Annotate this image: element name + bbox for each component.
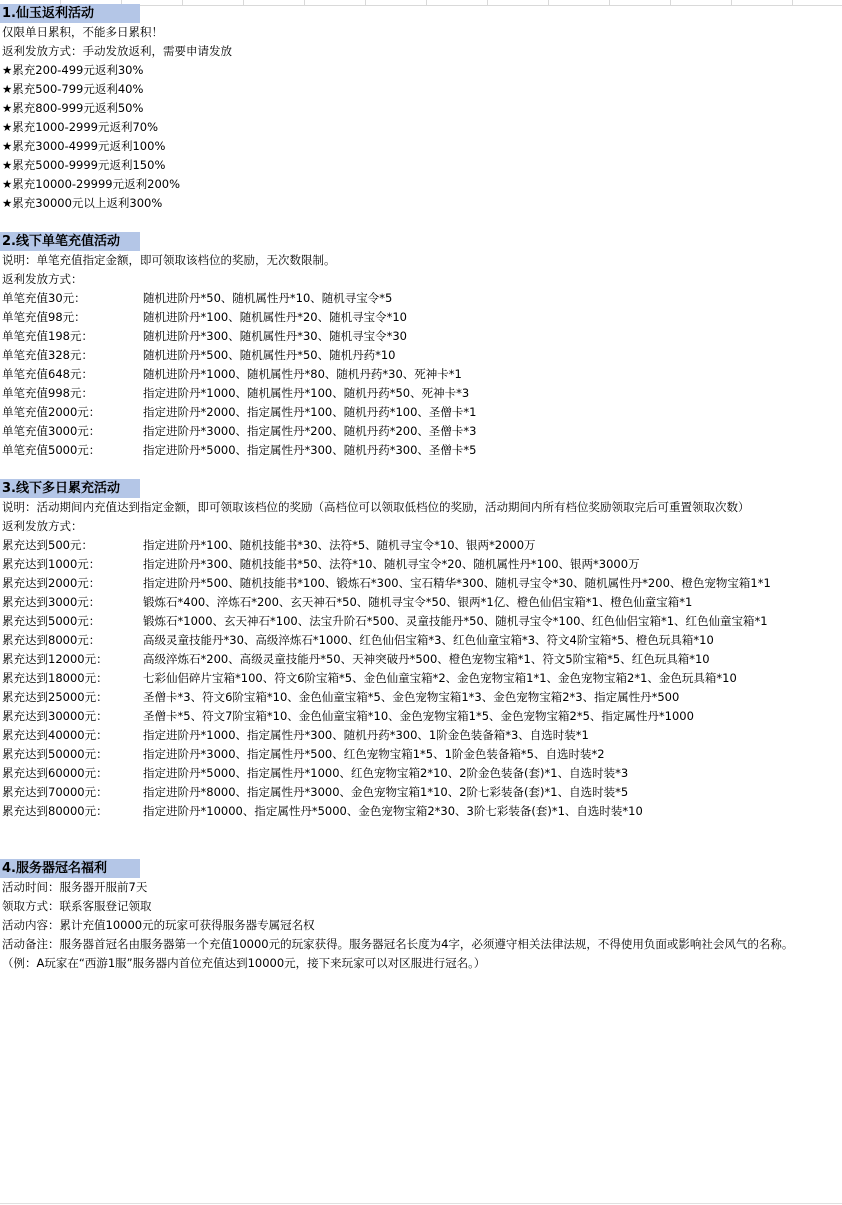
table-row bbox=[0, 327, 842, 346]
tier-label: 累充达到30000元： bbox=[2, 709, 108, 723]
section-cumulative-recharge bbox=[0, 479, 842, 821]
rebate-tier: ★累充1000-2999元返利70% bbox=[2, 120, 159, 134]
tier-label: 累充达到1000元： bbox=[2, 557, 101, 571]
table-row bbox=[0, 688, 842, 707]
table-row bbox=[0, 802, 842, 821]
tier-reward: 圣僧卡*3、符文6阶宝箱*10、金色仙童宝箱*5、金色宠物宝箱1*3、金色宠物宝箱2*3、指定属性丹*500 bbox=[143, 690, 680, 704]
table-row bbox=[0, 574, 842, 593]
tier-label: 单笔充值998元： bbox=[2, 386, 93, 400]
text-line: 说明：单笔充值指定金额，即可领取该档位的奖励，无次数限制。 bbox=[2, 253, 336, 267]
tier-reward: 随机进阶丹*100、随机属性丹*20、随机寻宝令*10 bbox=[143, 310, 407, 324]
tier-reward: 指定进阶丹*1000、随机属性丹*100、随机丹药*50、死神卡*3 bbox=[143, 386, 470, 400]
tier-label: 单笔充值328元： bbox=[2, 348, 93, 362]
tier-label: 单笔充值198元： bbox=[2, 329, 93, 343]
tier-label: 单笔充值5000元： bbox=[2, 443, 101, 457]
tier-reward: 指定进阶丹*2000、指定属性丹*100、随机丹药*100、圣僧卡*1 bbox=[143, 405, 477, 419]
table-row bbox=[0, 669, 842, 688]
tier-reward: 指定进阶丹*1000、指定属性丹*300、随机丹药*300、1阶金色装备箱*3、自选时装*1 bbox=[143, 728, 589, 742]
table-row bbox=[0, 745, 842, 764]
table-row bbox=[0, 289, 842, 308]
table-row bbox=[0, 308, 842, 327]
tier-label: 累充达到40000元： bbox=[2, 728, 108, 742]
text-line: 仅限单日累积，不能多日累积！ bbox=[2, 25, 163, 39]
tier-reward: 指定进阶丹*3000、指定属性丹*200、随机丹药*200、圣僧卡*3 bbox=[143, 424, 477, 438]
table-row bbox=[0, 555, 842, 574]
table-row bbox=[0, 631, 842, 650]
table-row bbox=[0, 365, 842, 384]
section-title: 2.线下单笔充值活动 bbox=[0, 232, 140, 251]
table-row bbox=[0, 536, 842, 555]
table-row bbox=[0, 384, 842, 403]
tier-label: 累充达到50000元： bbox=[2, 747, 108, 761]
table-row bbox=[0, 403, 842, 422]
text-line: 返利发放方式：手动发放返利，需要申请发放 bbox=[2, 44, 232, 58]
section-single-recharge bbox=[0, 232, 842, 460]
tier-reward: 七彩仙侣碎片宝箱*100、符文6阶宝箱*5、金色仙童宝箱*2、金色宠物宝箱1*1、金色宠物宝箱2*1、金色玩具箱*10 bbox=[143, 671, 737, 685]
text-line: 返利发放方式： bbox=[2, 272, 83, 286]
text-line: 活动时间：服务器开服前7天 bbox=[2, 880, 148, 894]
text-line: 返利发放方式： bbox=[2, 519, 83, 533]
text-line: 活动备注：服务器首冠名由服务器第一个充值10000元的玩家获得。服务器冠名长度为4字，必须遵守相关法律法规，不得使用负面或影响社会风气的名称。 bbox=[2, 937, 794, 951]
tier-label: 单笔充值98元： bbox=[2, 310, 86, 324]
tier-reward: 指定进阶丹*300、随机技能书*50、法符*10、随机寻宝令*20、随机属性丹*100、银两*3000万 bbox=[143, 557, 640, 571]
rebate-tier: ★累充10000-29999元返利200% bbox=[2, 177, 181, 191]
tier-label: 累充达到5000元： bbox=[2, 614, 101, 628]
tier-reward: 随机进阶丹*1000、随机属性丹*80、随机丹药*30、死神卡*1 bbox=[143, 367, 462, 381]
section-title: 4.服务器冠名福利 bbox=[0, 859, 140, 878]
tier-reward: 随机进阶丹*300、随机属性丹*30、随机寻宝令*30 bbox=[143, 329, 407, 343]
section-title: 1.仙玉返利活动 bbox=[0, 4, 140, 23]
text-line: 领取方式：联系客服登记领取 bbox=[2, 899, 152, 913]
rebate-tier: ★累充3000-4999元返利100% bbox=[2, 139, 166, 153]
tier-reward: 指定进阶丹*3000、指定属性丹*500、红色宠物宝箱1*5、1阶金色装备箱*5、自选时装*2 bbox=[143, 747, 605, 761]
rebate-tier: ★累充200-499元返利30% bbox=[2, 63, 144, 77]
section-server-naming bbox=[0, 859, 842, 973]
tier-reward: 锻炼石*400、淬炼石*200、玄天神石*50、随机寻宝令*50、银两*1亿、橙色仙侣宝箱*1、橙色仙童宝箱*1 bbox=[143, 595, 693, 609]
rebate-tier: ★累充30000元以上返利300% bbox=[2, 196, 163, 210]
text-line: （例：A玩家在“西游1服”服务器内首位充值达到10000元，接下来玩家可以对区服进行冠名。） bbox=[2, 956, 486, 970]
tier-label: 单笔充值648元： bbox=[2, 367, 93, 381]
tier-label: 累充达到500元： bbox=[2, 538, 93, 552]
table-row bbox=[0, 726, 842, 745]
tier-reward: 指定进阶丹*5000、指定属性丹*1000、红色宠物宝箱2*10、2阶金色装备(套)*1、自选时装*3 bbox=[143, 766, 629, 780]
table-row bbox=[0, 707, 842, 726]
tier-reward: 高级灵童技能丹*30、高级淬炼石*1000、红色仙侣宝箱*3、红色仙童宝箱*3、符文4阶宝箱*5、橙色玩具箱*10 bbox=[143, 633, 714, 647]
tier-reward: 随机进阶丹*50、随机属性丹*10、随机寻宝令*5 bbox=[143, 291, 393, 305]
tier-label: 累充达到25000元： bbox=[2, 690, 108, 704]
tier-label: 累充达到3000元： bbox=[2, 595, 101, 609]
table-row bbox=[0, 346, 842, 365]
table-row bbox=[0, 650, 842, 669]
tier-reward: 高级淬炼石*200、高级灵童技能丹*50、天神突破丹*500、橙色宠物宝箱*1、符文5阶宝箱*5、红色玩具箱*10 bbox=[143, 652, 710, 666]
tier-label: 累充达到8000元： bbox=[2, 633, 101, 647]
tier-label: 累充达到80000元： bbox=[2, 804, 108, 818]
text-line: 说明：活动期间内充值达到指定金额，即可领取该档位的奖励（高档位可以领取低档位的奖励，活动期间内所有档位奖励领取完后可重置领取次数） bbox=[2, 500, 750, 514]
section-xianyu-rebate bbox=[0, 4, 842, 213]
spreadsheet-sheet bbox=[0, 4, 842, 973]
tier-label: 单笔充值2000元： bbox=[2, 405, 101, 419]
rebate-tier: ★累充5000-9999元返利150% bbox=[2, 158, 166, 172]
tier-reward: 锻炼石*1000、玄天神石*100、法宝升阶石*500、灵童技能丹*50、随机寻宝令*100、红色仙侣宝箱*1、红色仙童宝箱*1 bbox=[143, 614, 768, 628]
tier-label: 累充达到2000元： bbox=[2, 576, 101, 590]
tier-label: 累充达到18000元： bbox=[2, 671, 108, 685]
tier-reward: 指定进阶丹*8000、指定属性丹*3000、金色宠物宝箱1*10、2阶七彩装备(套)*1、自选时装*5 bbox=[143, 785, 629, 799]
table-row bbox=[0, 441, 842, 460]
tier-label: 累充达到60000元： bbox=[2, 766, 108, 780]
text-line: 活动内容：累计充值10000元的玩家可获得服务器专属冠名权 bbox=[2, 918, 315, 932]
section-title: 3.线下多日累充活动 bbox=[0, 479, 140, 498]
tier-label: 累充达到12000元： bbox=[2, 652, 108, 666]
table-row bbox=[0, 783, 842, 802]
bottom-divider bbox=[0, 1203, 842, 1204]
tier-reward: 随机进阶丹*500、随机属性丹*50、随机丹药*10 bbox=[143, 348, 396, 362]
tier-reward: 指定进阶丹*5000、指定属性丹*300、随机丹药*300、圣僧卡*5 bbox=[143, 443, 477, 457]
table-row bbox=[0, 422, 842, 441]
tier-reward: 指定进阶丹*100、随机技能书*30、法符*5、随机寻宝令*10、银两*2000万 bbox=[143, 538, 536, 552]
tier-reward: 圣僧卡*5、符文7阶宝箱*10、金色仙童宝箱*10、金色宠物宝箱1*5、金色宠物宝箱2*5、指定属性丹*1000 bbox=[143, 709, 694, 723]
tier-label: 单笔充值30元： bbox=[2, 291, 86, 305]
rebate-tier: ★累充500-799元返利40% bbox=[2, 82, 144, 96]
tier-label: 单笔充值3000元： bbox=[2, 424, 101, 438]
tier-label: 累充达到70000元： bbox=[2, 785, 108, 799]
table-row bbox=[0, 593, 842, 612]
rebate-tier: ★累充800-999元返利50% bbox=[2, 101, 144, 115]
table-row bbox=[0, 764, 842, 783]
tier-reward: 指定进阶丹*500、随机技能书*100、锻炼石*300、宝石精华*300、随机寻宝令*30、随机属性丹*200、橙色宠物宝箱1*1 bbox=[143, 576, 771, 590]
tier-reward: 指定进阶丹*10000、指定属性丹*5000、金色宠物宝箱2*30、3阶七彩装备(套)*1、自选时装*10 bbox=[143, 804, 643, 818]
table-row bbox=[0, 612, 842, 631]
